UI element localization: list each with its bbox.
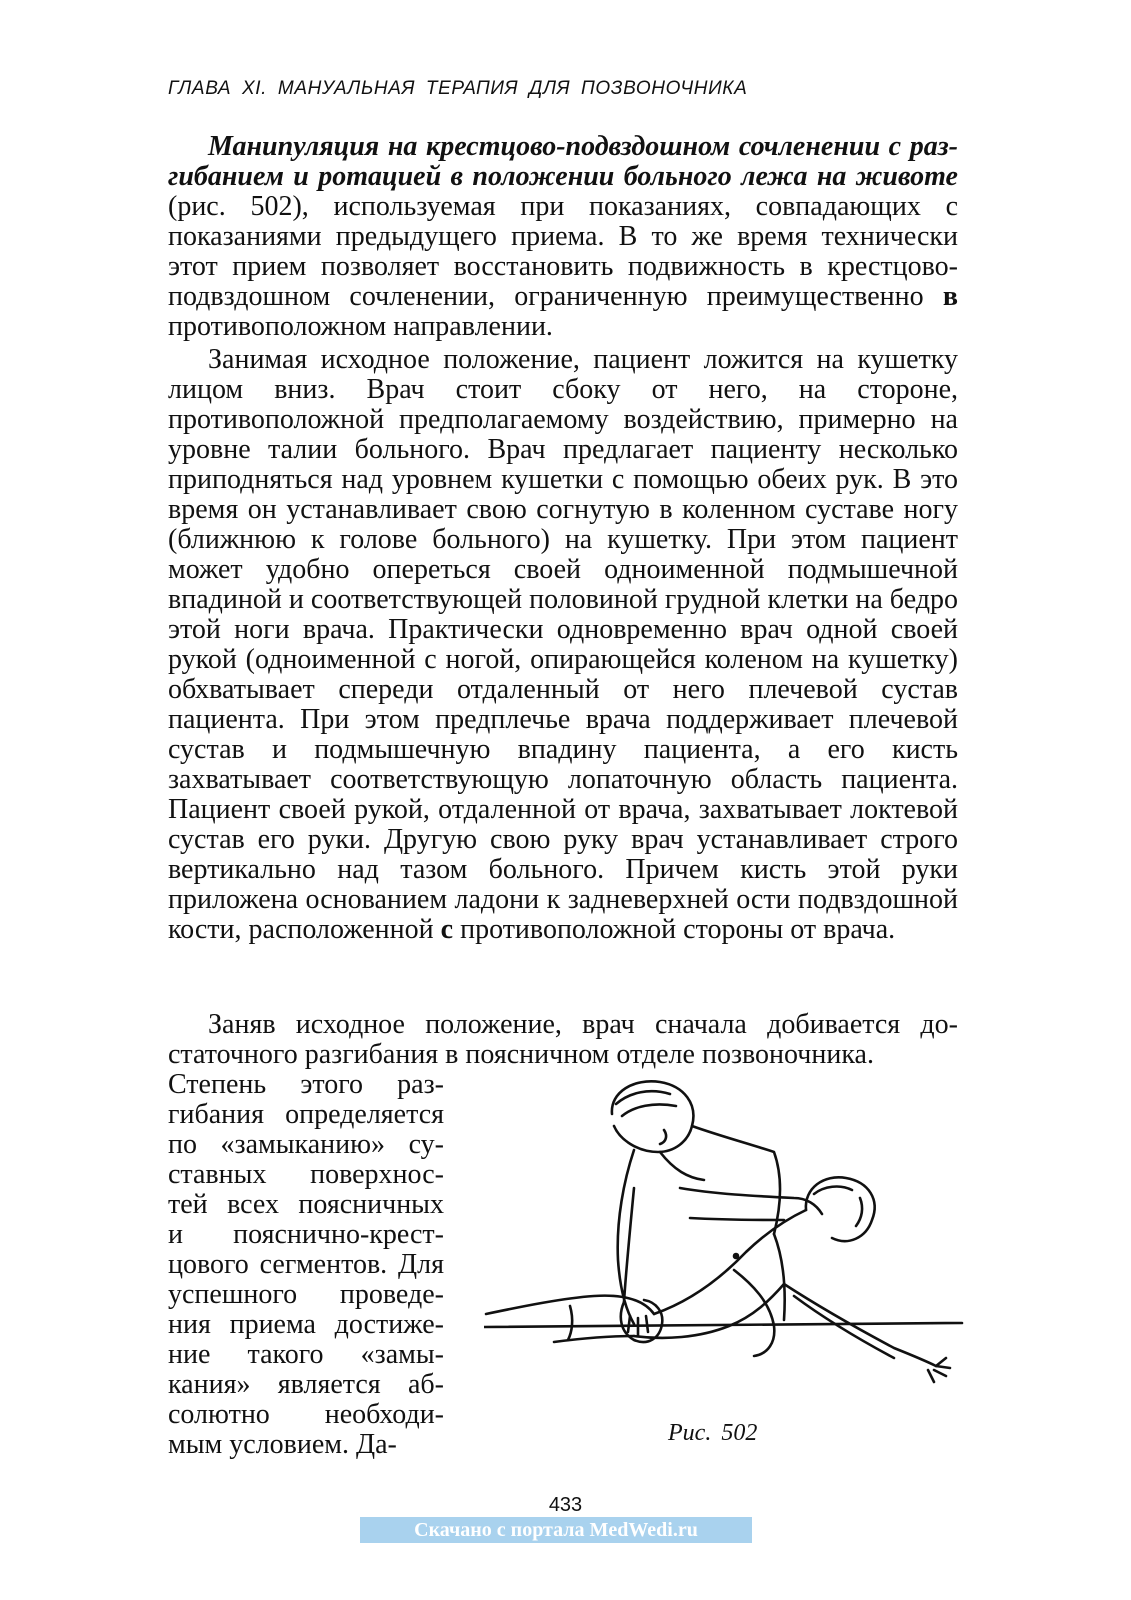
side-line: ние такого «замы- bbox=[168, 1339, 444, 1370]
side-line: тей всех поясничных bbox=[168, 1189, 444, 1220]
figure-caption: Рис. 502 bbox=[668, 1420, 758, 1446]
side-line: солютно необходи- bbox=[168, 1399, 444, 1430]
patient-leg-lower bbox=[554, 1336, 634, 1342]
navel-mark bbox=[734, 1254, 738, 1258]
side-line: мым условием. Да- bbox=[168, 1429, 397, 1460]
paragraph-1 bbox=[168, 132, 958, 342]
side-line: ния приема достиже- bbox=[168, 1309, 444, 1340]
paragraph-1-tail: противоположном направлении. bbox=[168, 311, 553, 342]
paragraph-2-body: Занимая исходное положение, пациент ложится на кушетку лицом вниз. Врач стоит сбоку от него, на стороне, противоположной предполагаемому воздействию, примерно на уровне талии больного. Врач предлагает пациенту несколько приподняться над уровнем кушетки с помощью обеих рук. В это время он устанавливает свою согнутую в коленном суставе ногу (ближнюю к голове больного) на кушетку. При этом пациент может удобно опереться своей одноименной подмышечной впадиной и соответствующей половиной грудной клетки на бедро этой ноги врача. Практически одновременно врач одной своей рукой (одноименной с ногой, опирающейся коленом на кушетку) обхватывает спереди отдаленный от него плечевой сустав пациента. При этом предплечье врача поддерживает плечевой сустав и подмышечную впадину пациента, а его кисть захватывает соответствующую лопаточную область пациента. Пациент своей рукой, отдаленной от врача, захватывает локтевой сустав его руки. Другую свою руку врач устанавливает строго вертикально над тазом больного. Причем кисть этой руки приложена основанием ладони к задневерхней ости подвздошной кости, расположенной bbox=[168, 344, 958, 945]
bold-letter: в bbox=[942, 281, 958, 312]
paragraph-1-body: (рис. 502), используемая при показаниях, совпадающих с показаниями предыдущего приема. В то же время технически этот прием позволяет восстановить подвижность в крестцово-подвздошном сочленении, ограниченную преимущественно bbox=[168, 191, 958, 312]
technique-title: Манипуляция на крестцово-подвздошном сочленении с разгибанием и ротацией в положении больного лежа на животе bbox=[168, 131, 958, 192]
patient-belly bbox=[634, 1284, 784, 1338]
side-line: ставных поверхнос- bbox=[168, 1159, 444, 1190]
side-line: и пояснично-крест- bbox=[168, 1219, 444, 1250]
doctor-arm-vertical bbox=[624, 1188, 634, 1302]
patient-back bbox=[654, 1210, 806, 1314]
page-number: 433 bbox=[548, 1494, 583, 1516]
side-line: успешного проведе- bbox=[168, 1279, 444, 1310]
paragraph-3 bbox=[168, 1010, 958, 1070]
watermark-banner[interactable]: Скачано с портала MedWedi.ru bbox=[360, 1517, 752, 1543]
doctor-arm-upper bbox=[680, 1188, 822, 1214]
side-column-text bbox=[168, 1070, 444, 1460]
running-header: ГЛАВА XI. МАНУАЛЬНАЯ ТЕРАПИЯ ДЛЯ ПОЗВОНОЧНИКА bbox=[168, 78, 748, 99]
side-line: цового сегментов. Для bbox=[168, 1249, 444, 1280]
couch-edge bbox=[484, 1323, 962, 1327]
side-line: по «замыканию» су- bbox=[168, 1129, 444, 1160]
paragraph-2 bbox=[168, 345, 958, 945]
bold-letter: с bbox=[440, 914, 454, 945]
paragraph-3-body: Заняв исходное положение, врач сначала добивается достаточного разгибания в поясничном отделе позвоночника. bbox=[168, 1009, 958, 1070]
side-line: Степень этого раз- bbox=[168, 1069, 444, 1100]
side-line: гибания определяется bbox=[168, 1099, 444, 1130]
figure-illustration bbox=[484, 1070, 964, 1410]
side-line: кания» является аб- bbox=[168, 1369, 444, 1400]
paragraph-2-tail: противоположной стороны от врача. bbox=[453, 914, 896, 945]
